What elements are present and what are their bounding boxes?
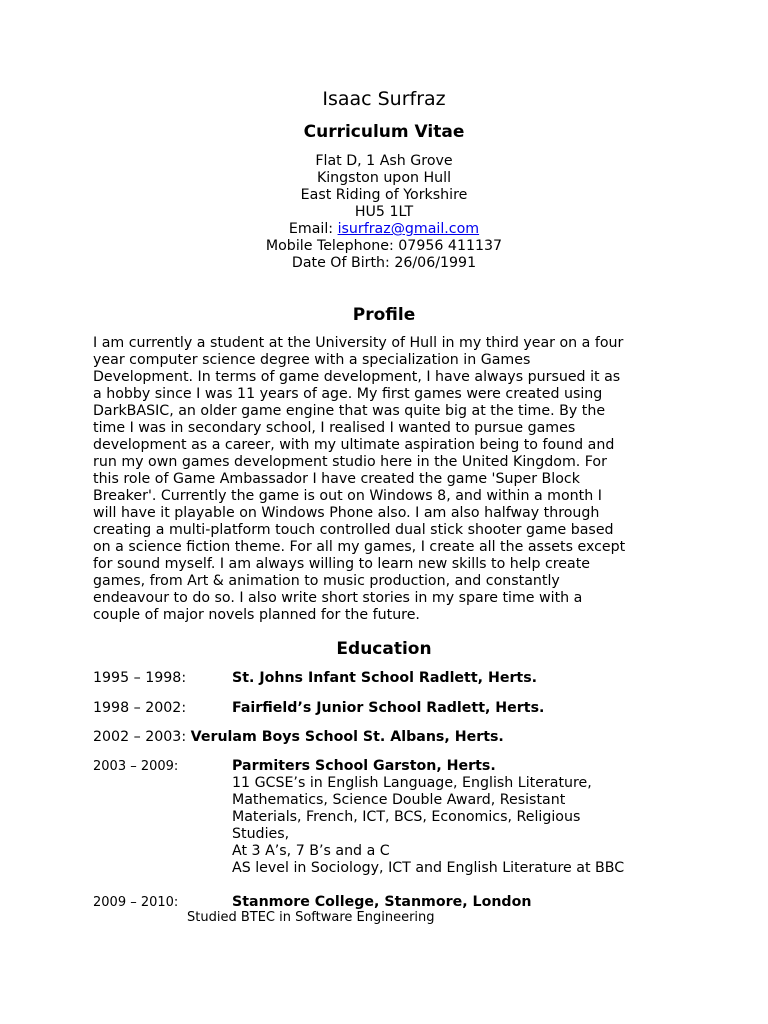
education-years: 1995 – 1998: <box>93 670 187 686</box>
education-entry <box>93 700 544 717</box>
education-school: Stanmore College, Stanmore, London <box>232 894 532 910</box>
education-heading: Education <box>336 639 432 659</box>
education-school: St. Johns Infant School Radlett, Herts. <box>232 670 538 686</box>
education-years: 1998 – 2002: <box>93 700 187 716</box>
cv-name: Isaac Surfraz <box>322 88 446 110</box>
education-school: Fairfield’s Junior School Radlett, Herts. <box>232 700 545 716</box>
education-details: Studied BTEC in Software Engineering <box>187 910 435 925</box>
profile-text: I am currently a student at the University of Hull in my third year on a four year computer science degree with a specialization in Games Development. In terms of game development, I have always pursued it as a hobby since I was 11 years of age. My first games were created using DarkBASIC, an older game engine that was quite big at the time. By the time I was in secondary school, I realised I wanted to pursue games development as a career, with my ultimate aspiration being to found and run my own games development studio here in the United Kingdom. For this role of Game Ambassador I have created the game 'Super Block Breaker'. Currently the game is out on Windows 8, and within a month I will have it playable on Windows Phone also. I am also halfway through creating a multi-platform touch controlled dual stick shooter game based on a science fiction theme. For all my games, I create all the assets except for sound myself. I am always willing to learn new skills to help create games, from Art & animation to music production, and constantly endeavour to do so. I also write short stories in my spare time with a couple of major novels planned for the future. <box>93 335 626 623</box>
education-entry <box>93 670 537 687</box>
cv-title: Curriculum Vitae <box>303 122 465 142</box>
profile-heading: Profile <box>352 305 416 325</box>
education-years: 2003 – 2009: <box>93 759 179 774</box>
address-line-3: East Riding of Yorkshire <box>300 187 468 203</box>
email-link[interactable]: isurfraz@gmail.com <box>337 221 480 237</box>
address-line-2: Kingston upon Hull <box>316 170 452 186</box>
education-entry <box>93 758 496 775</box>
email-label: Email: <box>288 221 338 237</box>
education-school: Parmiters School Garston, Herts. <box>232 758 496 774</box>
contact-block <box>0 153 768 272</box>
education-school: Verulam Boys School St. Albans, Herts. <box>190 729 504 745</box>
address-postcode: HU5 1LT <box>354 204 414 220</box>
address-line-1: Flat D, 1 Ash Grove <box>315 153 453 169</box>
email-line <box>0 221 768 238</box>
education-entry <box>93 894 531 911</box>
mobile-line: Mobile Telephone: 07956 411137 <box>265 238 503 254</box>
education-years: 2009 – 2010: <box>93 895 179 910</box>
education-entry <box>93 729 504 746</box>
education-details: 11 GCSE’s in English Language, English Literature, Mathematics, Science Double Award, Resistant Materials, French, ICT, BCS, Economics, Religious Studies, At 3 A’s, 7 B’s and a C AS level in Sociology, ICT and English Literature at BBC <box>232 775 625 876</box>
education-years: 2002 – 2003: <box>93 729 187 745</box>
dob-line: Date Of Birth: 26/06/1991 <box>291 255 477 271</box>
